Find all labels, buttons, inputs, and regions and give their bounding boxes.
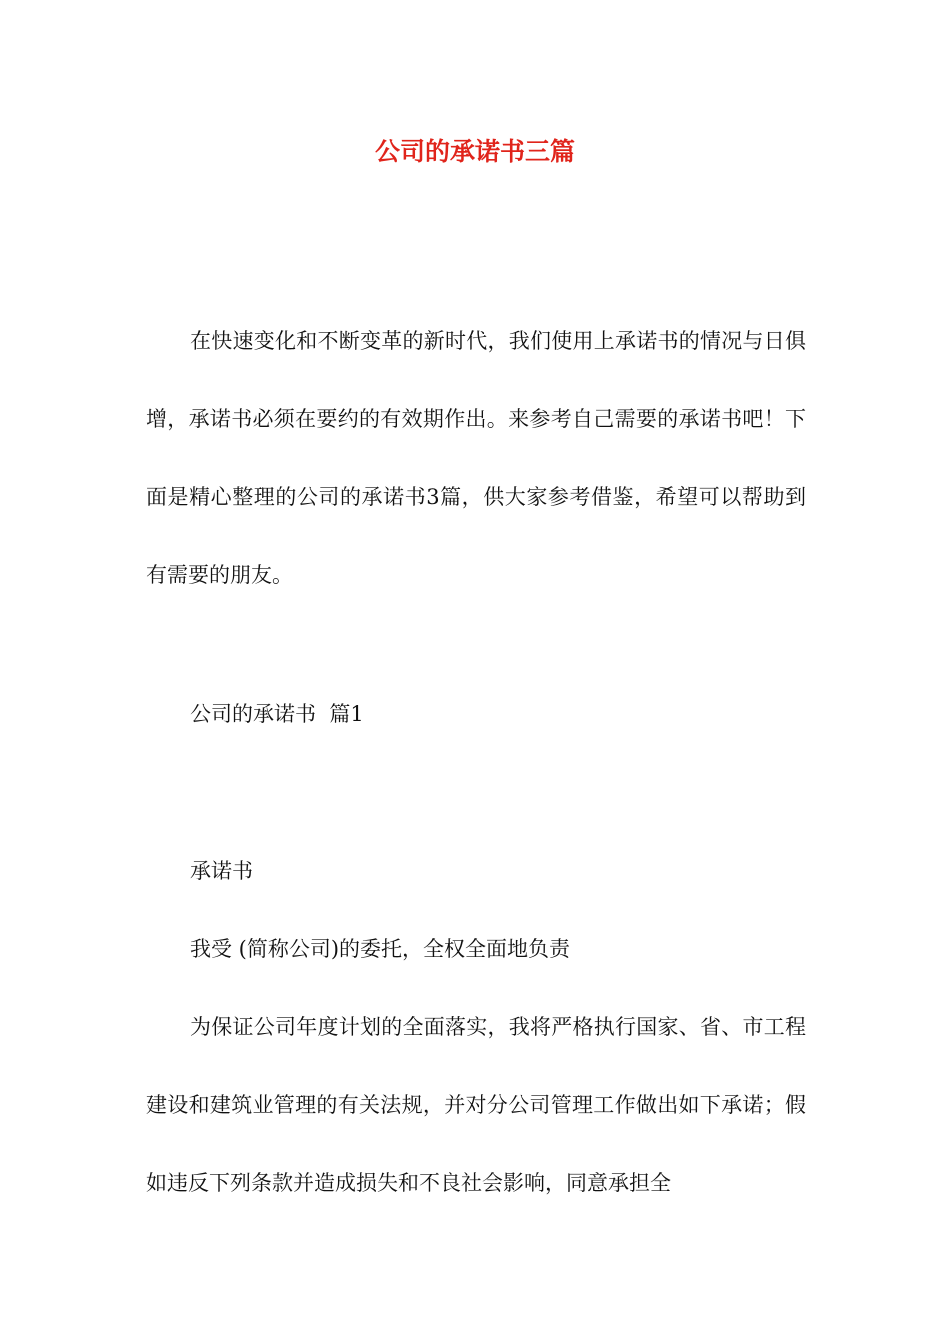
document-title: 公司的承诺书三篇 [374, 137, 575, 166]
section-heading: 公司的承诺书 篇1 [190, 702, 364, 726]
letter-title: 承诺书 [190, 859, 253, 883]
body-paragraph: 为保证公司年度计划的全面落实，我将严格执行国家、省、市工程建设和建筑业管理的有关法规，并对分公司管理工作做出如下承诺；假如违反下列条款并造成损失和不良社会影响，同意承担全 [146, 1015, 806, 1195]
body-paragraph: 我受 (简称公司)的委托，全权全面地负责 [190, 937, 571, 961]
intro-paragraph: 在快速变化和不断变革的新时代，我们使用上承诺书的情况与日俱增，承诺书必须在要约的有效期作出。来参考自己需要的承诺书吧！下面是精心整理的公司的承诺书3篇，供大家参考借鉴，希望可以帮助到有需要的朋友。 [146, 329, 806, 587]
